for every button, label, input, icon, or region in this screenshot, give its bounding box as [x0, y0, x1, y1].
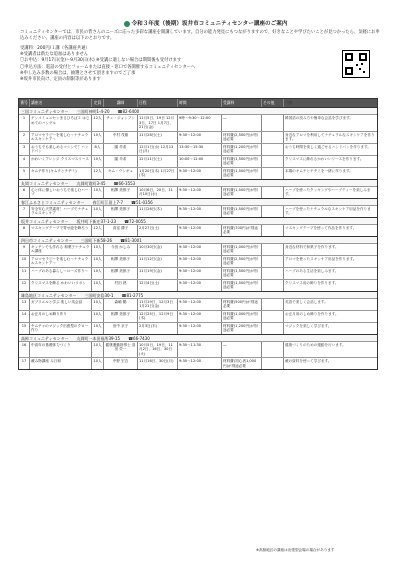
course-fee: 材料費(2,500円)が別途必要	[222, 132, 262, 143]
course-other	[262, 132, 284, 143]
table-row	[19, 341, 377, 358]
course-lecturer: 相澤 美都子	[104, 187, 138, 198]
course-fee: 材料費(1,500円)が別途必要	[222, 168, 262, 179]
course-other	[262, 323, 284, 334]
table-row	[19, 205, 377, 217]
course-title: アロマセラピーを楽しむ～ナチュラルスキンケア～	[30, 256, 92, 267]
course-fee: 材料費(1,500円)が別途必要	[222, 268, 262, 279]
course-date: 10月5日、19日、11月2日、16日、30日(火)	[138, 342, 178, 358]
course-fee: 材料費(700円)が別途必要	[222, 225, 262, 236]
course-lecturer: 相澤 美都子	[104, 256, 138, 267]
section-name: 春江ふるさとコミュニティセンター	[21, 199, 85, 205]
course-lecturer: チェ・ジョンフン	[104, 115, 138, 131]
header-number: 番号	[19, 99, 30, 107]
course-fee: 材料費(1,200円)が別途必要	[222, 144, 262, 155]
info-line: 〇申込方法：電話の受付とフォームまたは直接・窓口で各開催するコミュニティセンターへ	[20, 64, 196, 70]
course-fee: 材料費(1,500円)が別途必要	[222, 156, 262, 167]
course-number: 17	[19, 358, 30, 369]
section-name: 丸岡コミュニティセンター	[21, 180, 69, 186]
course-fee: 材料費(2,500円)が別途必要	[222, 256, 262, 267]
header-other: その他	[262, 99, 284, 107]
course-time: 9:30～12:00	[178, 225, 222, 236]
course-lecturer: 相澤 美都子	[104, 311, 138, 322]
course-content: 英語で楽しく会話します。	[285, 299, 328, 304]
course-capacity: 10人	[92, 244, 104, 255]
section-header	[19, 179, 377, 186]
table-row	[19, 279, 377, 291]
info-line: ※坂井市民向け、定員の制限等があります	[20, 77, 101, 83]
section-header	[19, 198, 377, 205]
page-title: 令和３年度（後期）坂井市コミュニティセンター講座のご案内	[0, 19, 411, 27]
course-capacity: 10人	[92, 256, 104, 267]
course-time: 9:30～12:00	[178, 256, 222, 267]
table-row	[19, 322, 377, 334]
section-addr: 三国町神明1-4-20	[76, 109, 110, 114]
header-lecturer: 講師	[104, 99, 138, 107]
course-capacity: 10人	[92, 280, 104, 291]
course-time: 9:30～12:00	[178, 280, 222, 291]
course-title: アロマセラピーを楽しむ～ナチュラルスキンケア～	[30, 132, 92, 143]
course-title: クリスマスを飾る かわいいリボン	[30, 280, 92, 291]
course-other	[262, 187, 284, 198]
info-line: ※受講者は新たな追加はありません	[20, 52, 89, 58]
section-header	[19, 236, 377, 243]
course-table	[18, 98, 378, 370]
course-number: 4	[19, 156, 30, 167]
course-other	[262, 244, 284, 255]
course-content: ハーブのある生活を楽しみます。	[285, 268, 339, 273]
course-date: 11月16日、30日(月)	[138, 358, 178, 369]
course-time: 9:30～12:00	[178, 187, 222, 198]
course-content: 本場のキムチとチヂミを一緒に作ります。	[285, 168, 353, 173]
course-date: 11月12日(金)	[138, 256, 178, 267]
course-number: 15	[19, 323, 30, 334]
header-title: 講座名	[30, 99, 92, 107]
course-other	[262, 115, 284, 131]
header-date: 日程	[138, 99, 178, 107]
course-other	[262, 206, 284, 217]
course-time: 9:30～11:30	[178, 342, 222, 358]
course-title: 蔵み物講座 み日和	[30, 358, 92, 369]
course-other	[262, 358, 284, 369]
course-title: 心と体に優しいおうちで楽しむハーブ	[30, 187, 92, 198]
course-time: 9:30～12:00	[178, 206, 222, 217]
table-row	[19, 357, 377, 369]
table-row	[19, 143, 377, 155]
course-lecturer: 園 早希	[104, 144, 138, 155]
header-capacity: 定員	[92, 99, 104, 107]
course-lecturer: 相澤 美都子	[104, 206, 138, 217]
course-capacity: 10人	[92, 358, 104, 369]
course-capacity: 10人	[92, 323, 104, 334]
course-number: 2	[19, 132, 30, 143]
course-capacity: 10人	[92, 299, 104, 310]
course-lecturer: 相澤 美都子	[104, 268, 138, 279]
header-time: 時間	[178, 99, 222, 107]
course-capacity: 10人	[92, 342, 104, 358]
course-capacity: 10人	[92, 311, 104, 322]
info-line: 〇お申込：9月17日(金)～9月30日(水) ※受講に適しない場合は期間後も受付けます	[20, 58, 182, 64]
course-fee: 材料費(初心者1,000円)が別途必要	[222, 358, 262, 369]
course-number: 1	[19, 115, 30, 131]
table-row	[19, 243, 377, 255]
course-fee: 材料費(1,500円)が別途必要	[222, 206, 262, 217]
info-block	[20, 46, 320, 83]
course-content: マジックを楽しく学びます。	[285, 323, 332, 328]
info-line: 受講料：200円/１講（各講座共通）	[20, 46, 90, 51]
course-time: 9:30～12:00	[178, 323, 222, 334]
footer-note: ※高椋地区の講座は出張型会場の場合があります	[256, 548, 335, 552]
course-capacity: 12人	[92, 168, 104, 179]
course-lecturer: 健康運動指導士 喜田 栄一	[104, 342, 138, 358]
table-row	[19, 255, 377, 267]
course-title: ガブリエルと学ぶ 楽しい英会話	[30, 299, 92, 310]
course-content: 身近な材料で和菓子を作ります。	[285, 244, 339, 249]
course-number: 12	[19, 280, 30, 291]
course-content: 韓国語の読み方や簡単な会話を学びます。	[285, 116, 353, 120]
section-header	[19, 107, 377, 114]
table-row	[19, 155, 377, 167]
course-fee: ―	[222, 342, 262, 358]
section-addr: 春江町江留上7-7	[92, 199, 123, 205]
section-header	[19, 334, 377, 341]
course-other	[262, 168, 284, 179]
course-title: 中高年の基礎体力づくり	[30, 342, 92, 358]
table-row	[19, 186, 377, 198]
course-title: かわいくアレンジ クリスマスリース	[30, 156, 92, 167]
section-name: 坂井コミュニティセンター	[21, 218, 69, 224]
section-tel: ☎81-3001	[120, 237, 142, 243]
course-content: クリスマスに飾れるかわいいリースを作ります。	[285, 156, 364, 161]
course-capacity: 10人	[92, 206, 104, 217]
course-lecturer: 中野 宏吉	[104, 358, 138, 369]
course-other	[262, 280, 284, 291]
course-date: 10月30日(金)	[138, 244, 178, 255]
course-number: 3	[19, 144, 30, 155]
course-date: 2月27日(土)	[138, 225, 178, 236]
course-number: 7	[19, 206, 30, 217]
course-number: 6	[19, 187, 30, 198]
course-fee: 材料費(1,000円)が別途必要	[222, 311, 262, 322]
course-other	[262, 156, 284, 167]
course-time: 9:30～12:00	[178, 268, 222, 279]
intro-text: コミュニティセンターでは、市民の皆さんのニーズに応った多彩な講座を開講しています。自分の能力発見にもつながりますので、好きなことや学びたいことが見つかったら、気軽にお申込みください。講座の内容は以下のとおりです。	[20, 30, 380, 41]
course-date: 12月11日(土)	[138, 156, 178, 167]
section-addr: 三国町下新58-26	[80, 237, 113, 243]
course-date: 11月19日(金)	[138, 268, 178, 279]
section-addr: 丸岡町一本田福所39-15	[76, 335, 121, 341]
section-tel: ☎51-0356	[131, 199, 153, 205]
table-row	[19, 224, 377, 236]
course-date: 1月20日(木) 1月27日(木)	[138, 168, 178, 179]
qr-code-icon[interactable]	[342, 50, 370, 78]
course-number: 10	[19, 256, 30, 267]
table-row	[19, 114, 377, 131]
course-time: 13:30～15:30	[178, 144, 222, 155]
course-capacity: 12人	[92, 225, 104, 236]
city-logo-icon	[124, 21, 130, 27]
course-lecturer: 高室 優子	[104, 225, 138, 236]
section-name: 三国コミュニティセンター	[21, 109, 69, 114]
course-capacity: 10人	[92, 187, 104, 198]
course-number: 16	[19, 342, 30, 358]
course-other	[262, 256, 284, 267]
course-content: おうち時間を楽しく過ごせるハンドパンを作ります。	[285, 144, 371, 149]
course-content: マスキングテープを使って作品を作ります。	[285, 225, 357, 230]
course-time: 9:30～12:00	[178, 299, 222, 310]
course-other	[262, 144, 284, 155]
course-fee: 材料費(1,200円)が別途必要	[222, 323, 262, 334]
course-content: ハーブを使ったナチュラルなスキンケア用品を作ります。	[285, 206, 371, 215]
course-content: お正月用のしめ飾りを作ります。	[285, 311, 339, 316]
course-title: ハーブのある暮らし～ローズ作り～	[30, 268, 92, 279]
course-date: 11月28日(土)	[138, 132, 178, 143]
course-number: 8	[19, 225, 30, 236]
course-time: 9:30～12:00	[178, 168, 222, 179]
course-other	[262, 225, 284, 236]
course-content: ハーブを使ったクッキングやハーブティーを楽しみます。	[285, 187, 371, 196]
course-capacity: 10人	[92, 156, 104, 167]
course-fee: 材料費(1,500円)が別途必要	[222, 187, 262, 198]
course-title: 安全安心天然素材！ハーブでナチュラルスキンケア	[30, 206, 92, 217]
course-number: 13	[19, 299, 30, 310]
course-date: 2月3日(木)	[138, 323, 178, 334]
course-number: 5	[19, 168, 30, 179]
course-lecturer: 村田 熟	[104, 280, 138, 291]
course-capacity: 8人	[92, 144, 104, 155]
course-lecturer: キム・ウンギュ	[104, 168, 138, 179]
course-lecturer: 森嶋 鶴	[104, 299, 138, 310]
course-other	[262, 311, 284, 322]
section-name: 四日市コミュニティセンター	[21, 237, 73, 243]
course-title: キムチ作り(キムチとチヂミ)	[30, 168, 92, 179]
course-time: 10:00～12:00	[178, 156, 222, 167]
course-content: 健康づくりのための運動を行います。	[285, 342, 346, 347]
course-number: 14	[19, 311, 30, 322]
course-date: 12月1日(水) 12月13日(月)	[138, 144, 178, 155]
course-content: 身近なアロマを利用してナチュラルなスキンケアを作ります。	[285, 132, 375, 141]
course-content: アロマを使ったスキンケア用品を作ります。	[285, 256, 357, 261]
section-name: 雄島地区コミュニティセンター	[21, 292, 77, 298]
section-addr: 丸岡町霞町3-45	[76, 180, 106, 186]
section-tel: ☎66-3553	[113, 180, 136, 186]
section-addr: 三国町安島30-1	[84, 292, 114, 298]
course-time: 9:30～12:00	[178, 358, 222, 369]
table-row	[19, 167, 377, 179]
header-fee: 受講料	[222, 99, 262, 107]
course-content: クリスマス用の飾りを作ります。	[285, 280, 339, 285]
section-name: 高椋コミュニティセンター	[21, 335, 69, 341]
course-other	[262, 299, 284, 310]
table-row	[19, 131, 377, 143]
course-date: 11月19日、12月3日 1月21日(金)	[138, 299, 178, 310]
course-date: 12月4日(土)	[138, 280, 178, 291]
course-time: 9時～9:30～12:00	[178, 115, 222, 131]
course-time: 9:30～12:00	[178, 311, 222, 322]
course-title: おうちでも楽しめるマシンで！ハンドパン	[30, 144, 92, 155]
course-capacity: 10人	[92, 132, 104, 143]
course-lecturer: 中村 茂雄	[104, 132, 138, 143]
table-row	[19, 310, 377, 322]
course-lecturer: 田中 京子	[104, 323, 138, 334]
course-time: 9:30～12:00	[178, 244, 222, 255]
course-title: ヤムチャのマジック出張型のクロー作り	[30, 323, 92, 334]
section-header	[19, 291, 377, 298]
course-date: 11月26日(木)	[138, 206, 178, 217]
course-lecturer: 園 早希	[104, 156, 138, 167]
course-date: 12月25日、12月9日(木)	[138, 311, 178, 322]
course-date: 11月5日、19日 12月3日、17日 1月7日、21日(金)	[138, 115, 178, 131]
section-tel: ☎66-7430	[128, 335, 150, 341]
table-row	[19, 267, 377, 279]
section-tel: ☎72-0055	[124, 218, 146, 224]
course-title: キッチンでも作れる 和菓子ナチュラル講座	[30, 244, 92, 255]
course-title: ゲンコミュニセンまるひろば２ はじめてのハングル	[30, 115, 92, 131]
course-title: マスキングテープで寄せ絵を飾ろう	[30, 225, 92, 236]
section-header	[19, 217, 377, 224]
course-lecturer: 今田 かしみ	[104, 244, 138, 255]
section-tel: ☎82-6400	[117, 109, 140, 114]
course-other	[262, 342, 284, 358]
course-fee: ―	[222, 115, 262, 131]
course-capacity: 10人	[92, 268, 104, 279]
header-content: 内容	[285, 100, 293, 105]
section-tel: ☎81-2775	[121, 292, 144, 298]
course-number: 11	[19, 268, 30, 279]
section-addr: 坂井町下新庄37-1-23	[76, 218, 117, 224]
course-date: 10月6日、20日、11月10日(水)	[138, 187, 178, 198]
course-other	[262, 268, 284, 279]
course-fee: 材料費(1,000円)が別途必要	[222, 244, 262, 255]
course-number: 9	[19, 244, 30, 255]
table-row	[19, 298, 377, 310]
course-time: 9:30～12:00	[178, 132, 222, 143]
info-line: ※申し込み多数の場合は、抽選とさせて頂きますのでご了承	[20, 70, 136, 76]
course-content: 蔵の資料を使って学びます。	[285, 359, 332, 363]
table-header	[19, 99, 377, 107]
course-fee: 材料費(500円)が別途必要	[222, 299, 262, 310]
course-capacity: 12人	[92, 115, 104, 131]
course-title: お正月のしめ飾り作り	[30, 311, 92, 322]
course-fee: 材料費(1,500円)が別途必要	[222, 280, 262, 291]
